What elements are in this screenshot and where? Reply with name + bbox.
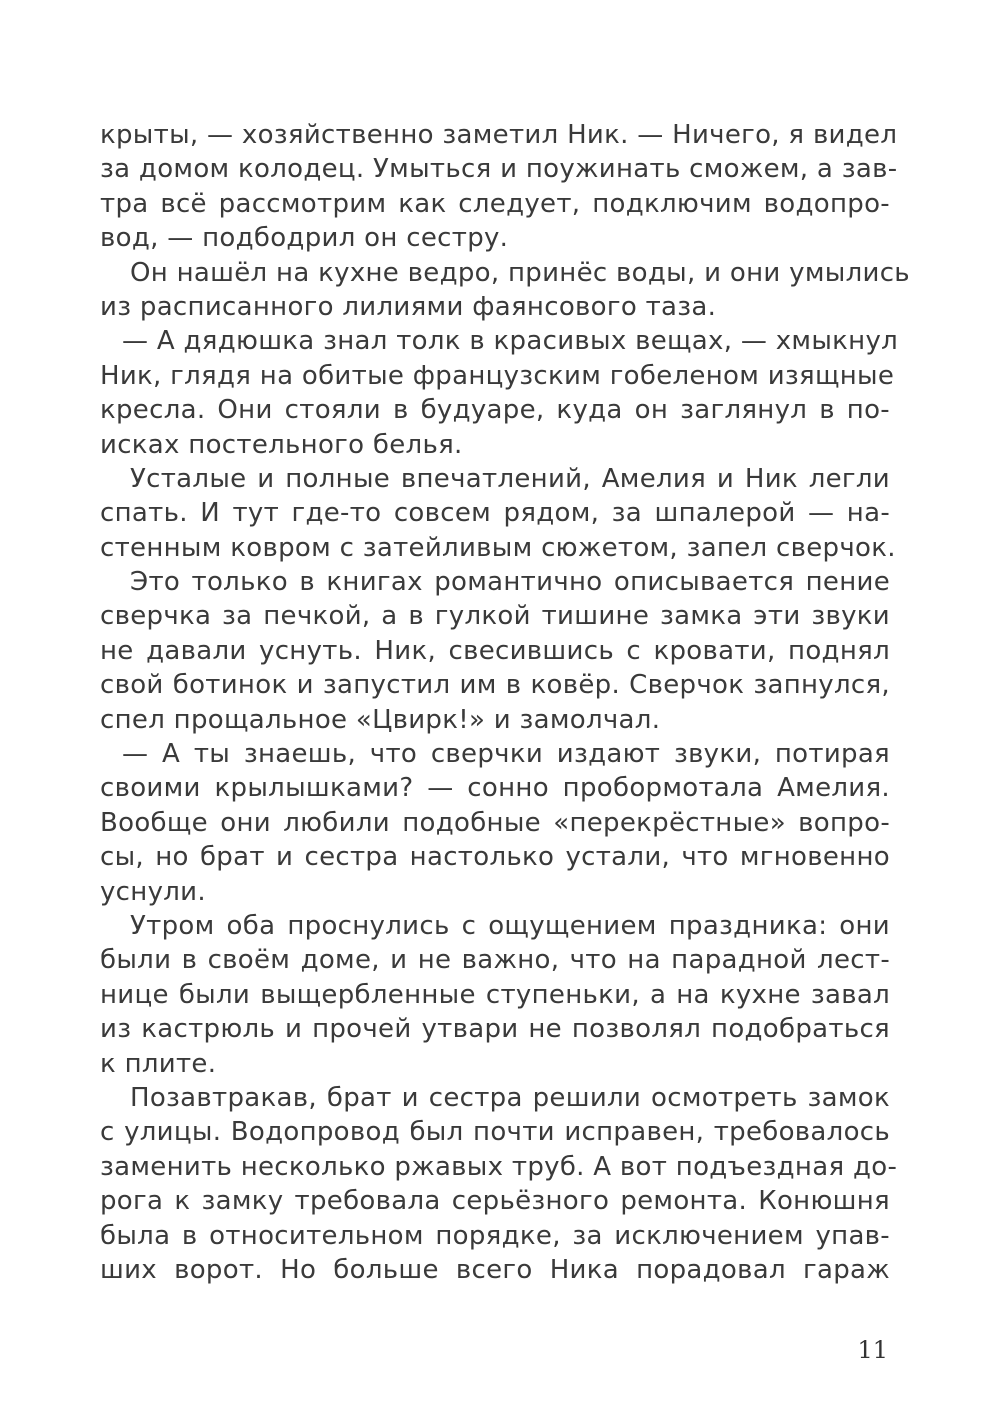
text-line: Это только в книгах романтично описывается пение xyxy=(130,567,890,598)
text-line: кресла. Они стояли в будуаре, куда он заглянул в по- xyxy=(100,395,890,426)
text-line: сверчка за печкой, а в гулкой тишине замка эти звуки xyxy=(100,601,890,632)
paragraph xyxy=(100,118,898,256)
text-line: Он нашёл на кухне ведро, принёс воды, и они умылись xyxy=(130,257,910,288)
text-line: рога к замку требовала серьёзного ремонта. Конюшня xyxy=(100,1186,890,1217)
text-line: заменить несколько ржавых труб. А вот подъездная до- xyxy=(100,1151,898,1182)
paragraph xyxy=(100,462,896,565)
text-line: крыты, — хозяйственно заметил Ник. — Ничего, я видел xyxy=(100,120,898,150)
page-number: 11 xyxy=(857,1336,888,1364)
text-line: не давали уснуть. Ник, свесившись с кровати, поднял xyxy=(100,635,890,666)
paragraph xyxy=(100,324,899,462)
text-line: Усталые и полные впечатлений, Амелия и Ник легли xyxy=(130,463,890,494)
text-line: были в своём доме, и не важно, что на парадной лест- xyxy=(100,945,890,976)
text-line: сы, но брат и сестра настолько устали, что мгновенно xyxy=(100,842,890,873)
text-line: — А ты знаешь, что сверчки издают звуки, потирая xyxy=(122,739,890,770)
text-line: своими крылышками? — сонно пробормотала Амелия. xyxy=(100,773,890,804)
text-line: из расписанного лилиями фаянсового таза. xyxy=(100,291,717,322)
text-line: — А дядюшка знал толк в красивых вещах, — хмыкнул xyxy=(122,326,899,357)
paragraph xyxy=(100,256,910,325)
text-line: из кастрюль и прочей утвари не позволял подобраться xyxy=(100,1014,890,1045)
paragraph xyxy=(100,909,890,1081)
text-line: тра всё рассмотрим как следует, подключим водопро- xyxy=(100,188,890,219)
paragraph xyxy=(100,1081,898,1287)
page-text xyxy=(100,118,910,1287)
text-line: вод, — подбодрил он сестру. xyxy=(100,223,509,254)
text-line: Вообще они любили подобные «перекрёстные» вопро- xyxy=(100,807,890,838)
text-line: Ник, глядя на обитые французским гобеленом изящные xyxy=(100,360,895,391)
text-line: с улицы. Водопровод был почти исправен, требовалось xyxy=(100,1117,890,1148)
text-line: Позавтракав, брат и сестра решили осмотреть замок xyxy=(130,1082,890,1113)
text-line: нице были выщербленные ступеньки, а на кухне завал xyxy=(100,979,890,1010)
text-line: свой ботинок и запустил им в ковёр. Сверчок запнулся, xyxy=(100,670,890,701)
paragraph xyxy=(100,565,890,737)
text-line: была в относительном порядке, за исключением упав- xyxy=(100,1220,890,1251)
text-line: за домом колодец. Умыться и поужинать сможем, а зав- xyxy=(100,154,898,185)
text-line: спел прощальное «Цвирк!» и замолчал. xyxy=(100,704,661,735)
text-line: исках постельного белья. xyxy=(100,429,463,460)
text-line: спать. И тут где-то совсем рядом, за шпалерой — на- xyxy=(100,498,890,529)
text-line: к плите. xyxy=(100,1048,217,1079)
text-line: Утром оба проснулись с ощущением праздника: они xyxy=(130,910,890,941)
paragraph xyxy=(100,737,890,909)
text-line: ших ворот. Но больше всего Ника порадовал гараж xyxy=(100,1254,890,1285)
text-line: уснули. xyxy=(100,876,206,907)
text-line: стенным ковром с затейливым сюжетом, запел сверчок. xyxy=(100,532,896,563)
